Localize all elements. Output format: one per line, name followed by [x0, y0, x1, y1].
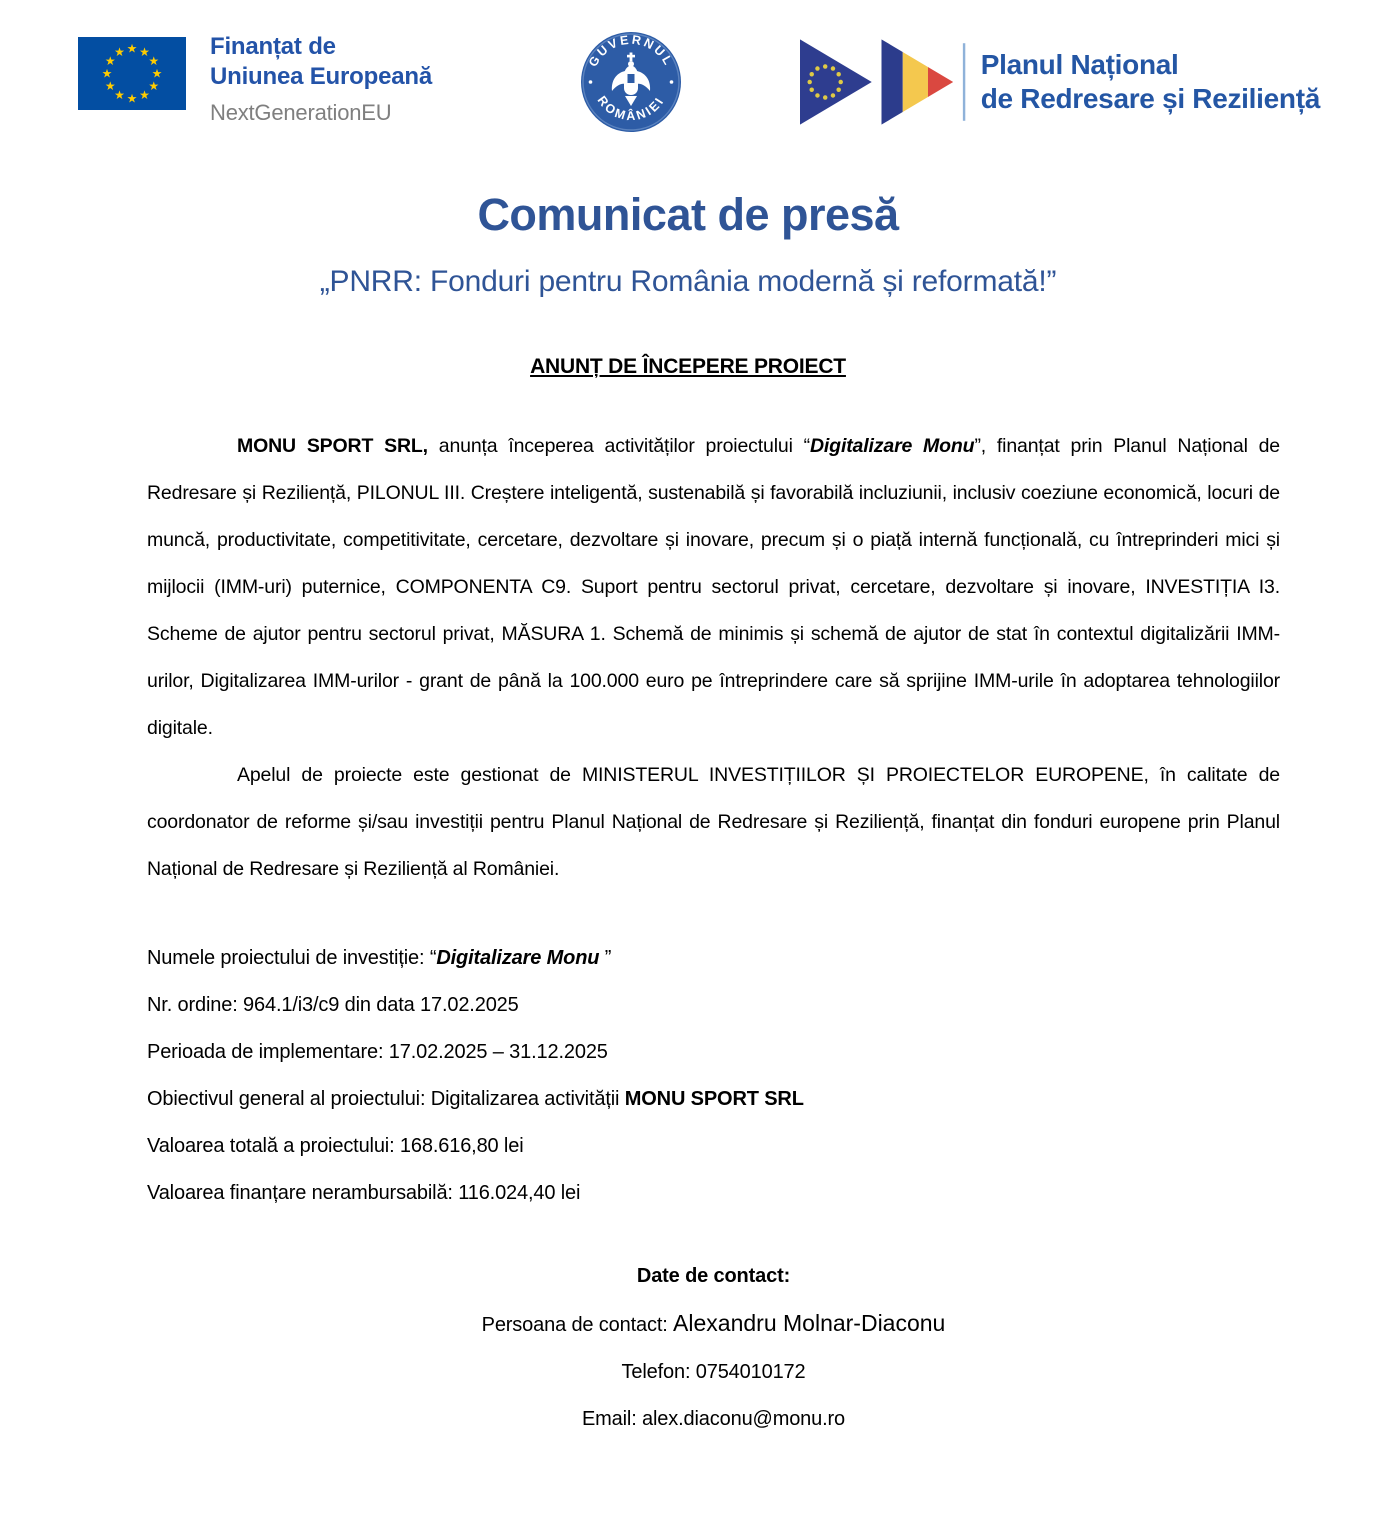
detail-implementation-period: Perioada de implementare: 17.02.2025 – 31.12.2025: [147, 1041, 608, 1063]
svg-text:★: ★: [126, 41, 138, 56]
seal-top-text: GUVERNUL: [585, 32, 677, 70]
paragraph-1-text-a: anunța începerea activităților proiectului “: [427, 435, 810, 457]
company-name: MONU SPORT SRL,: [237, 435, 428, 457]
contact-email: Email: alex.diaconu@monu.ro: [581, 1408, 846, 1430]
eu-logo-text: [210, 30, 432, 127]
svg-text:★: ★: [151, 66, 163, 81]
seal-bottom-text: ROMÂNIEI: [594, 93, 668, 124]
svg-text:★: ★: [139, 44, 150, 59]
page-subtitle: „PNRR: Fonduri pentru România modernă și reformată!”: [319, 265, 1057, 298]
contact-person-name: Alexandru Molnar-Diaconu: [673, 1310, 946, 1336]
paragraph-1-text-b: ”, finanțat prin Planul Național de Redresare și Reziliență, PILONUL III. Creștere inteligentă, sustenabilă și favorabilă incluziunii, inclusiv coeziune economică, locuri de muncă, productivitate, competitivitate, cercetare, dezvoltare și inovare, precum și o piață internă funcțională, cu întreprinderi mici și mijlocii (IMM-uri) puternice, COMPONENTA C9. Suport pentru sectorul privat, cercetare, dezvoltare și inovare, INVESTIȚIA I3. Scheme de ajutor pentru sectorul privat, MĂSURA 1. Schemă de minimis și schemă de ajutor de stat în contextul digitalizării IMM-urilor, Digitalizarea IMM-urilor - grant de până la 100.000 euro pe întreprindere care să sprijine IMM-urile în adoptarea tehnologiilor digitale.: [147, 435, 1280, 739]
svg-text:★: ★: [126, 91, 138, 106]
pnrr-mark-icon: [800, 30, 967, 134]
paragraph-2: Apelul de proiecte este gestionat de MINISTERUL INVESTIȚIILOR ȘI PROIECTELOR EUROPENE, în calitate de coordonator de reforme și/sau investiții pentru Planul Național de Redresare și Reziliență, finanțat din fonduri europene prin Planul Național de Redresare și Reziliență al României.: [147, 764, 1280, 880]
detail-total-value: Valoarea totală a proiectului: 168.616,80 lei: [147, 1135, 524, 1157]
svg-text:★: ★: [148, 54, 160, 68]
detail-objective: [147, 1076, 1280, 1123]
eu-flag-icon: [78, 37, 186, 110]
romanian-government-seal: [579, 30, 683, 139]
pnrr-logo-line2: de Redresare și Reziliență: [980, 83, 1320, 114]
contact-section: [147, 1253, 1280, 1443]
project-details: [147, 935, 1280, 1217]
contact-person-label: Persoana de contact:: [481, 1314, 674, 1336]
contact-heading: Date de contact:: [636, 1265, 791, 1287]
detail-objective-label: Obiectivul general al proiectului: Digitalizarea activității: [147, 1088, 625, 1110]
detail-grant-value: Valoarea finanțare nerambursabilă: 116.024,40 lei: [147, 1182, 581, 1204]
government-seal-icon: [579, 30, 683, 134]
svg-text:★: ★: [104, 54, 116, 68]
page-title: Comunicat de presă: [477, 189, 899, 240]
svg-text:★: ★: [139, 88, 150, 103]
svg-text:★: ★: [148, 79, 160, 93]
eu-logo-line2: Uniunea Europeană: [210, 63, 432, 90]
eu-funding-logo: [78, 30, 462, 127]
detail-project-name-value: Digitalizare Monu: [436, 947, 600, 969]
detail-project-name: [147, 935, 1280, 982]
section-heading: ANUNȚ DE ÎNCEPERE PROIECT: [530, 355, 846, 378]
svg-text:★: ★: [114, 88, 125, 103]
detail-project-name-suffix: ”: [599, 947, 612, 969]
project-name: Digitalizare Monu: [809, 435, 975, 457]
svg-text:★: ★: [104, 79, 116, 93]
contact-phone: Telefon: 0754010172: [621, 1361, 806, 1383]
detail-project-name-label: Numele proiectului de investiție: “: [147, 947, 437, 969]
svg-text:★: ★: [114, 44, 125, 59]
body-content: [147, 423, 1280, 1443]
detail-objective-company: MONU SPORT SRL: [624, 1088, 804, 1110]
pnrr-logo: [800, 30, 1320, 134]
eu-logo-line3: NextGenerationEU: [210, 100, 392, 125]
logo-header: [0, 0, 1376, 139]
contact-person: [147, 1300, 1280, 1349]
pnrr-logo-text: [981, 48, 1320, 116]
paragraph-1: [147, 423, 1280, 752]
pnrr-logo-line1: Planul Național: [980, 49, 1179, 80]
svg-text:★: ★: [101, 66, 113, 81]
detail-order-number: Nr. ordine: 964.1/i3/c9 din data 17.02.2025: [147, 994, 519, 1016]
eu-logo-line1: Finanțat de: [210, 33, 336, 60]
